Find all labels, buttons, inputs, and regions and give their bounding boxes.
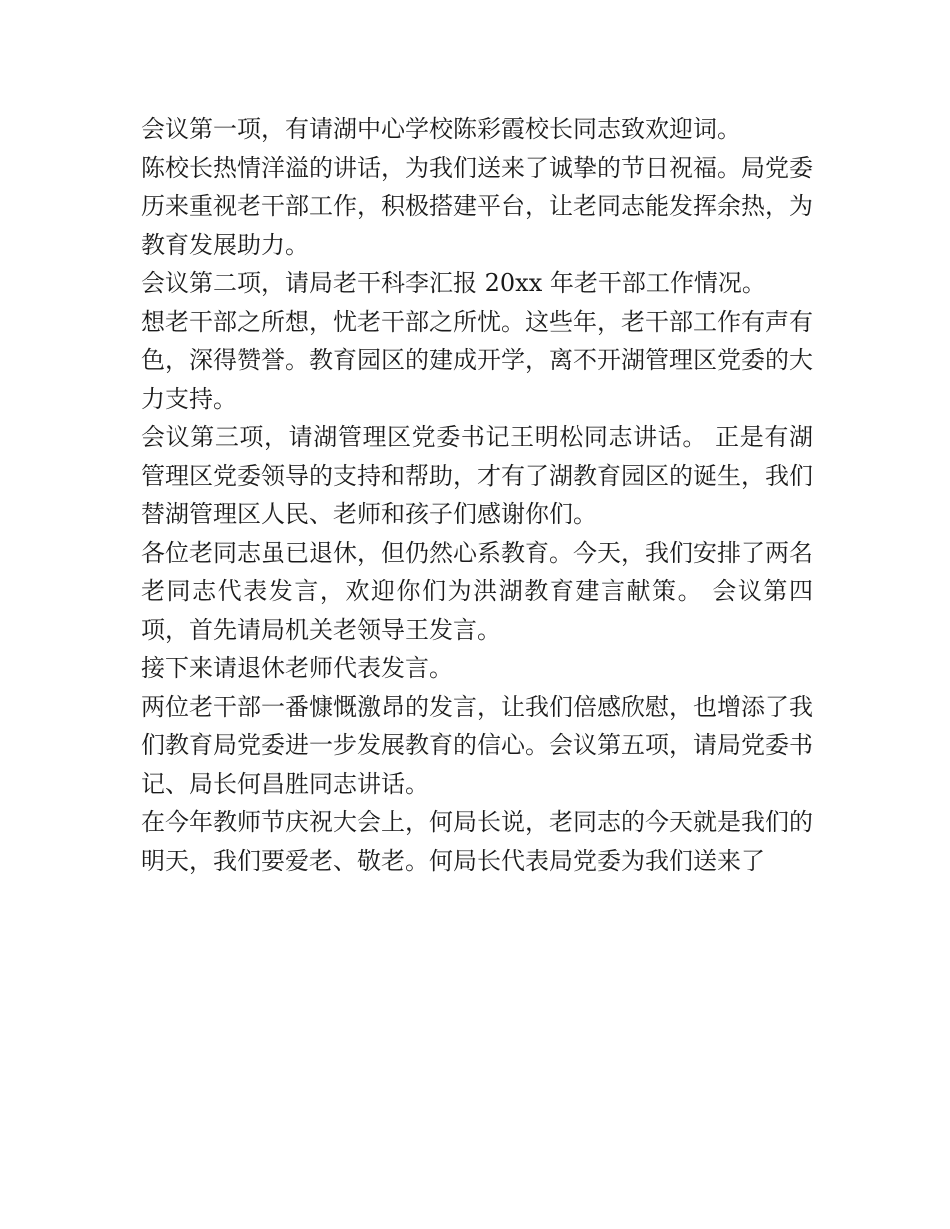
paragraph-director-speech: 在今年教师节庆祝大会上，何局长说，老同志的今天就是我们的明天，我们要爱老、敬老。何局长代表局党委为我们送来了	[141, 808, 813, 875]
paragraph-retired-teacher-speech: 接下来请退休老师代表发言。	[141, 654, 453, 682]
paragraph-agenda-item-2: 会议第二项，请局老干科李汇报 20xx 年老干部工作情况。	[141, 269, 766, 297]
paragraph-work-report-summary: 想老干部之所想，忧老干部之所忧。这些年，老干部工作有声有色，深得赞誉。教育园区的建成开学，离不开湖管理区党委的大力支持。	[141, 307, 813, 413]
paragraph-agenda-item-5: 两位老干部一番慷慨激昂的发言，让我们倍感欣慰，也增添了我们教育局党委进一步发展教育的信心。会议第五项，请局党委书记、局长何昌胜同志讲话。	[141, 692, 813, 798]
document-body	[141, 110, 813, 880]
paragraph-agenda-item-3: 会议第三项，请湖管理区党委书记王明松同志讲话。 正是有湖管理区党委领导的支持和帮助，才有了湖教育园区的诞生，我们替湖管理区人民、老师和孩子们感谢你们。	[141, 423, 813, 528]
paragraph-agenda-item-1: 会议第一项，有请湖中心学校陈彩霞校长同志致欢迎词。	[141, 115, 741, 143]
paragraph-agenda-item-4: 各位老同志虽已退休，但仍然心系教育。今天，我们安排了两名老同志代表发言，欢迎你们为洪湖教育建言献策。 会议第四项，首先请局机关老领导王发言。	[141, 538, 813, 644]
paragraph-principal-speech-summary: 陈校长热情洋溢的讲话，为我们送来了诚挚的节日祝福。局党委历来重视老干部工作，积极搭建平台，让老同志能发挥余热，为教育发展助力。	[141, 153, 813, 259]
